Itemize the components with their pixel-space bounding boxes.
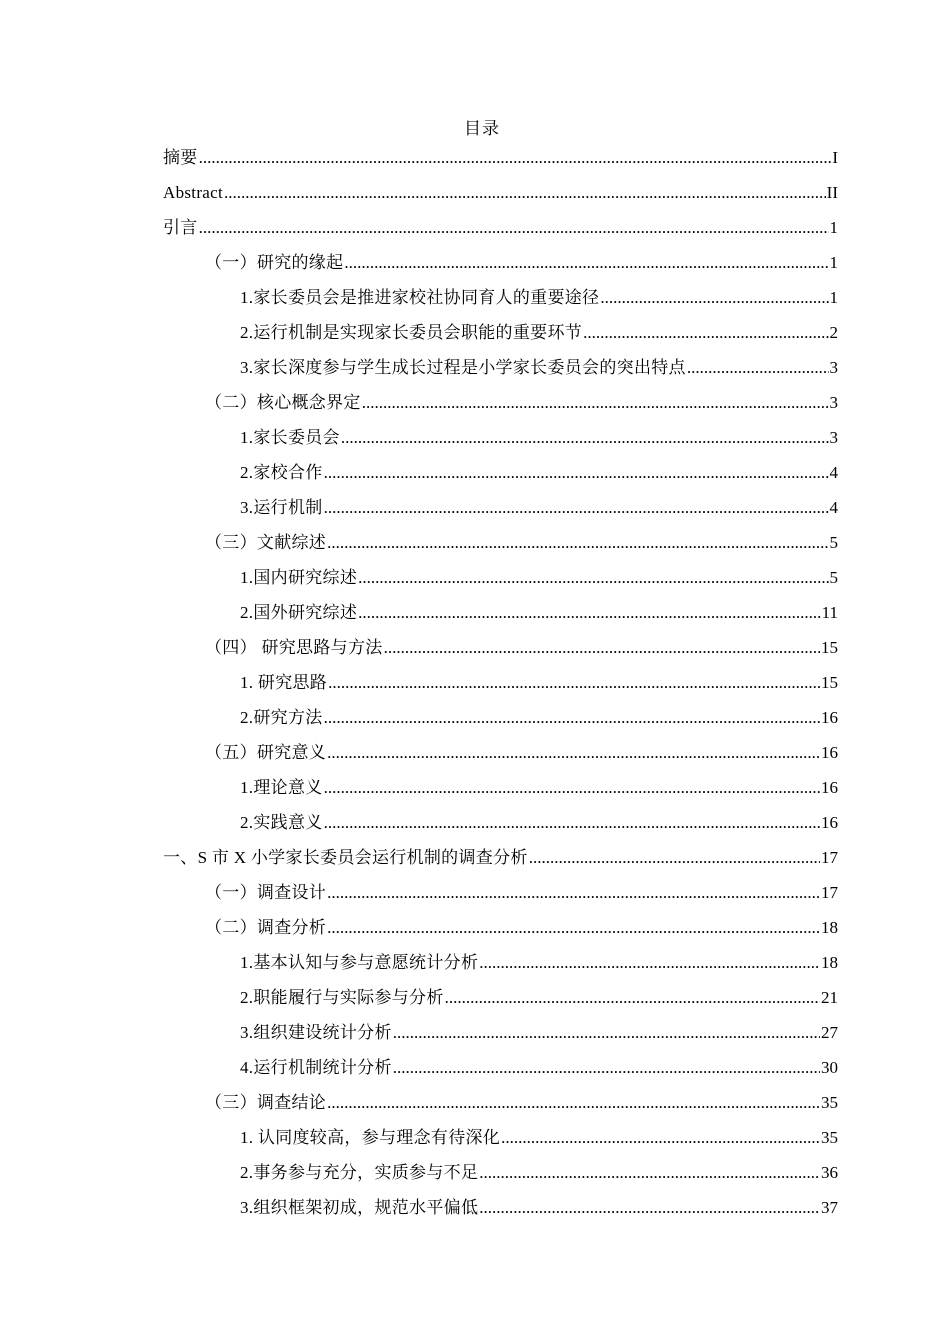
toc-entry[interactable]: [163, 315, 838, 350]
toc-entry-title: 1.家长委员会: [240, 428, 340, 447]
toc-entry[interactable]: [163, 490, 838, 525]
toc-dot-leader: [327, 525, 828, 560]
toc-entry[interactable]: [163, 595, 838, 630]
toc-page-number: 27: [821, 1023, 838, 1042]
toc-page-number: 2: [829, 323, 838, 342]
toc-page-number: 1: [829, 288, 838, 307]
toc-page-number: 16: [821, 708, 838, 727]
toc-entry-title: （四） 研究思路与方法: [205, 638, 383, 657]
toc-dot-leader: [479, 945, 820, 980]
toc-entry[interactable]: [163, 1155, 838, 1190]
toc-entry-title: 2.事务参与充分，实质参与不足: [240, 1163, 479, 1182]
toc-entry[interactable]: [163, 910, 838, 945]
toc-entry[interactable]: [163, 455, 838, 490]
toc-entry[interactable]: [163, 280, 838, 315]
toc-entry[interactable]: [163, 420, 838, 455]
toc-page-number: 16: [821, 813, 838, 832]
toc-entry-title: 1.国内研究综述: [240, 568, 358, 587]
toc-page-number: 35: [821, 1128, 838, 1147]
toc-page-number: 4: [829, 463, 838, 482]
toc-entry[interactable]: [163, 980, 838, 1015]
toc-entry[interactable]: [163, 1085, 838, 1120]
toc-entry[interactable]: [163, 1120, 838, 1155]
toc-entry[interactable]: [163, 560, 838, 595]
toc-entry-title: 2.实践意义: [240, 813, 323, 832]
toc-entry-title: 1.基本认知与参与意愿统计分析: [240, 953, 479, 972]
toc-entry-title: 2.研究方法: [240, 708, 323, 727]
toc-dot-leader: [224, 175, 826, 210]
toc-page-number: 4: [829, 498, 838, 517]
toc-page-number: 1: [829, 253, 838, 272]
toc-title: 目录: [464, 119, 500, 138]
toc-dot-leader: [362, 385, 829, 420]
toc-page-number: 21: [821, 988, 838, 1007]
toc-entry-title: 1.理论意义: [240, 778, 323, 797]
toc-entry[interactable]: [163, 525, 838, 560]
toc-dot-leader: [479, 1190, 820, 1225]
toc-page-number: 17: [821, 883, 838, 902]
toc-entry-title: 摘要: [163, 148, 198, 167]
toc-dot-leader: [199, 210, 829, 245]
toc-entry-title: 1. 研究思路: [240, 673, 328, 692]
toc-page-number: 5: [829, 533, 838, 552]
toc-entry[interactable]: [163, 770, 838, 805]
toc-page-number: 37: [821, 1198, 838, 1217]
toc-dot-leader: [384, 630, 820, 665]
toc-entry[interactable]: [163, 1190, 838, 1225]
toc-dot-leader: [583, 315, 828, 350]
toc-page-number: 18: [821, 918, 838, 937]
toc-dot-leader: [199, 140, 832, 175]
toc-entry[interactable]: [163, 630, 838, 665]
toc-dot-leader: [529, 840, 820, 875]
toc-entry-title: （一）调查设计: [205, 883, 327, 902]
toc-entry[interactable]: [163, 175, 838, 210]
toc-dot-leader: [358, 560, 828, 595]
toc-entry-title: （三）文献综述: [205, 533, 327, 552]
toc-dot-leader: [327, 910, 820, 945]
toc-dot-leader: [344, 245, 828, 280]
toc-page-number: 3: [829, 428, 838, 447]
toc-entry-title: （二）核心概念界定: [205, 393, 361, 412]
toc-entry[interactable]: [163, 245, 838, 280]
toc-entry-title: 引言: [163, 218, 198, 237]
toc-entry[interactable]: [163, 840, 838, 875]
toc-page-number: 1: [829, 218, 838, 237]
toc-dot-leader: [358, 595, 820, 630]
toc-page-number: 5: [829, 568, 838, 587]
toc-page-number: I: [832, 148, 838, 167]
toc-entry[interactable]: [163, 735, 838, 770]
toc-entry-title: 2.国外研究综述: [240, 603, 358, 622]
toc-entry-title: （一）研究的缘起: [205, 253, 344, 272]
toc-page-number: 15: [821, 638, 838, 657]
toc-dot-leader: [393, 1050, 820, 1085]
toc-entry-title: 3.家长深度参与学生成长过程是小学家长委员会的突出特点: [240, 358, 686, 377]
toc-entry-title: 4.运行机制统计分析: [240, 1058, 392, 1077]
toc-entry-title: （三）调查结论: [205, 1093, 327, 1112]
toc-entry[interactable]: [163, 140, 838, 175]
toc-entry-title: （五）研究意义: [205, 743, 327, 762]
toc-dot-leader: [341, 420, 829, 455]
toc-entry[interactable]: [163, 665, 838, 700]
toc-entry-title: 2.家校合作: [240, 463, 323, 482]
toc-page-number: 17: [821, 848, 838, 867]
toc-page-number: II: [826, 183, 838, 202]
toc-entry[interactable]: [163, 1015, 838, 1050]
toc-page-number: 35: [821, 1093, 838, 1112]
toc-dot-leader: [479, 1155, 820, 1190]
toc-entry[interactable]: [163, 945, 838, 980]
toc-dot-leader: [324, 805, 820, 840]
toc-page-number: 3: [829, 358, 838, 377]
toc-entry-title: 3.运行机制: [240, 498, 323, 517]
toc-page-number: 3: [829, 393, 838, 412]
toc-dot-leader: [324, 700, 820, 735]
toc-dot-leader: [600, 280, 828, 315]
toc-dot-leader: [327, 1085, 820, 1120]
toc-page-number: 15: [821, 673, 838, 692]
toc-page-number: 16: [821, 778, 838, 797]
toc-entry[interactable]: [163, 875, 838, 910]
table-of-contents: [163, 140, 838, 1225]
toc-dot-leader: [501, 1120, 820, 1155]
toc-entry-title: 3.组织框架初成，规范水平偏低: [240, 1198, 479, 1217]
toc-page-number: 36: [821, 1163, 838, 1182]
toc-dot-leader: [324, 455, 829, 490]
toc-entry-title: （二）调查分析: [205, 918, 327, 937]
toc-entry-title: Abstract: [163, 183, 223, 202]
toc-entry[interactable]: [163, 805, 838, 840]
toc-dot-leader: [445, 980, 820, 1015]
toc-entry[interactable]: [163, 1050, 838, 1085]
toc-page-number: 30: [821, 1058, 838, 1077]
toc-dot-leader: [393, 1015, 820, 1050]
toc-entry-title: 2.运行机制是实现家长委员会职能的重要环节: [240, 323, 583, 342]
toc-entry-title: 3.组织建设统计分析: [240, 1023, 392, 1042]
toc-page-number: 11: [821, 603, 838, 622]
toc-entry-title: 2.职能履行与实际参与分析: [240, 988, 444, 1007]
toc-entry[interactable]: [163, 700, 838, 735]
toc-entry-title: 1.家长委员会是推进家校社协同育人的重要途径: [240, 288, 600, 307]
toc-entry[interactable]: [163, 385, 838, 420]
toc-dot-leader: [327, 875, 820, 910]
toc-page-number: 16: [821, 743, 838, 762]
toc-page-number: 18: [821, 953, 838, 972]
toc-dot-leader: [687, 350, 829, 385]
toc-dot-leader: [327, 735, 820, 770]
toc-entry-title: 一、S 市 X 小学家长委员会运行机制的调查分析: [163, 848, 528, 867]
toc-dot-leader: [324, 490, 829, 525]
toc-dot-leader: [324, 770, 820, 805]
toc-entry[interactable]: [163, 350, 838, 385]
toc-entry-title: 1. 认同度较高，参与理念有待深化: [240, 1128, 501, 1147]
toc-dot-leader: [328, 665, 820, 700]
toc-entry[interactable]: [163, 210, 838, 245]
